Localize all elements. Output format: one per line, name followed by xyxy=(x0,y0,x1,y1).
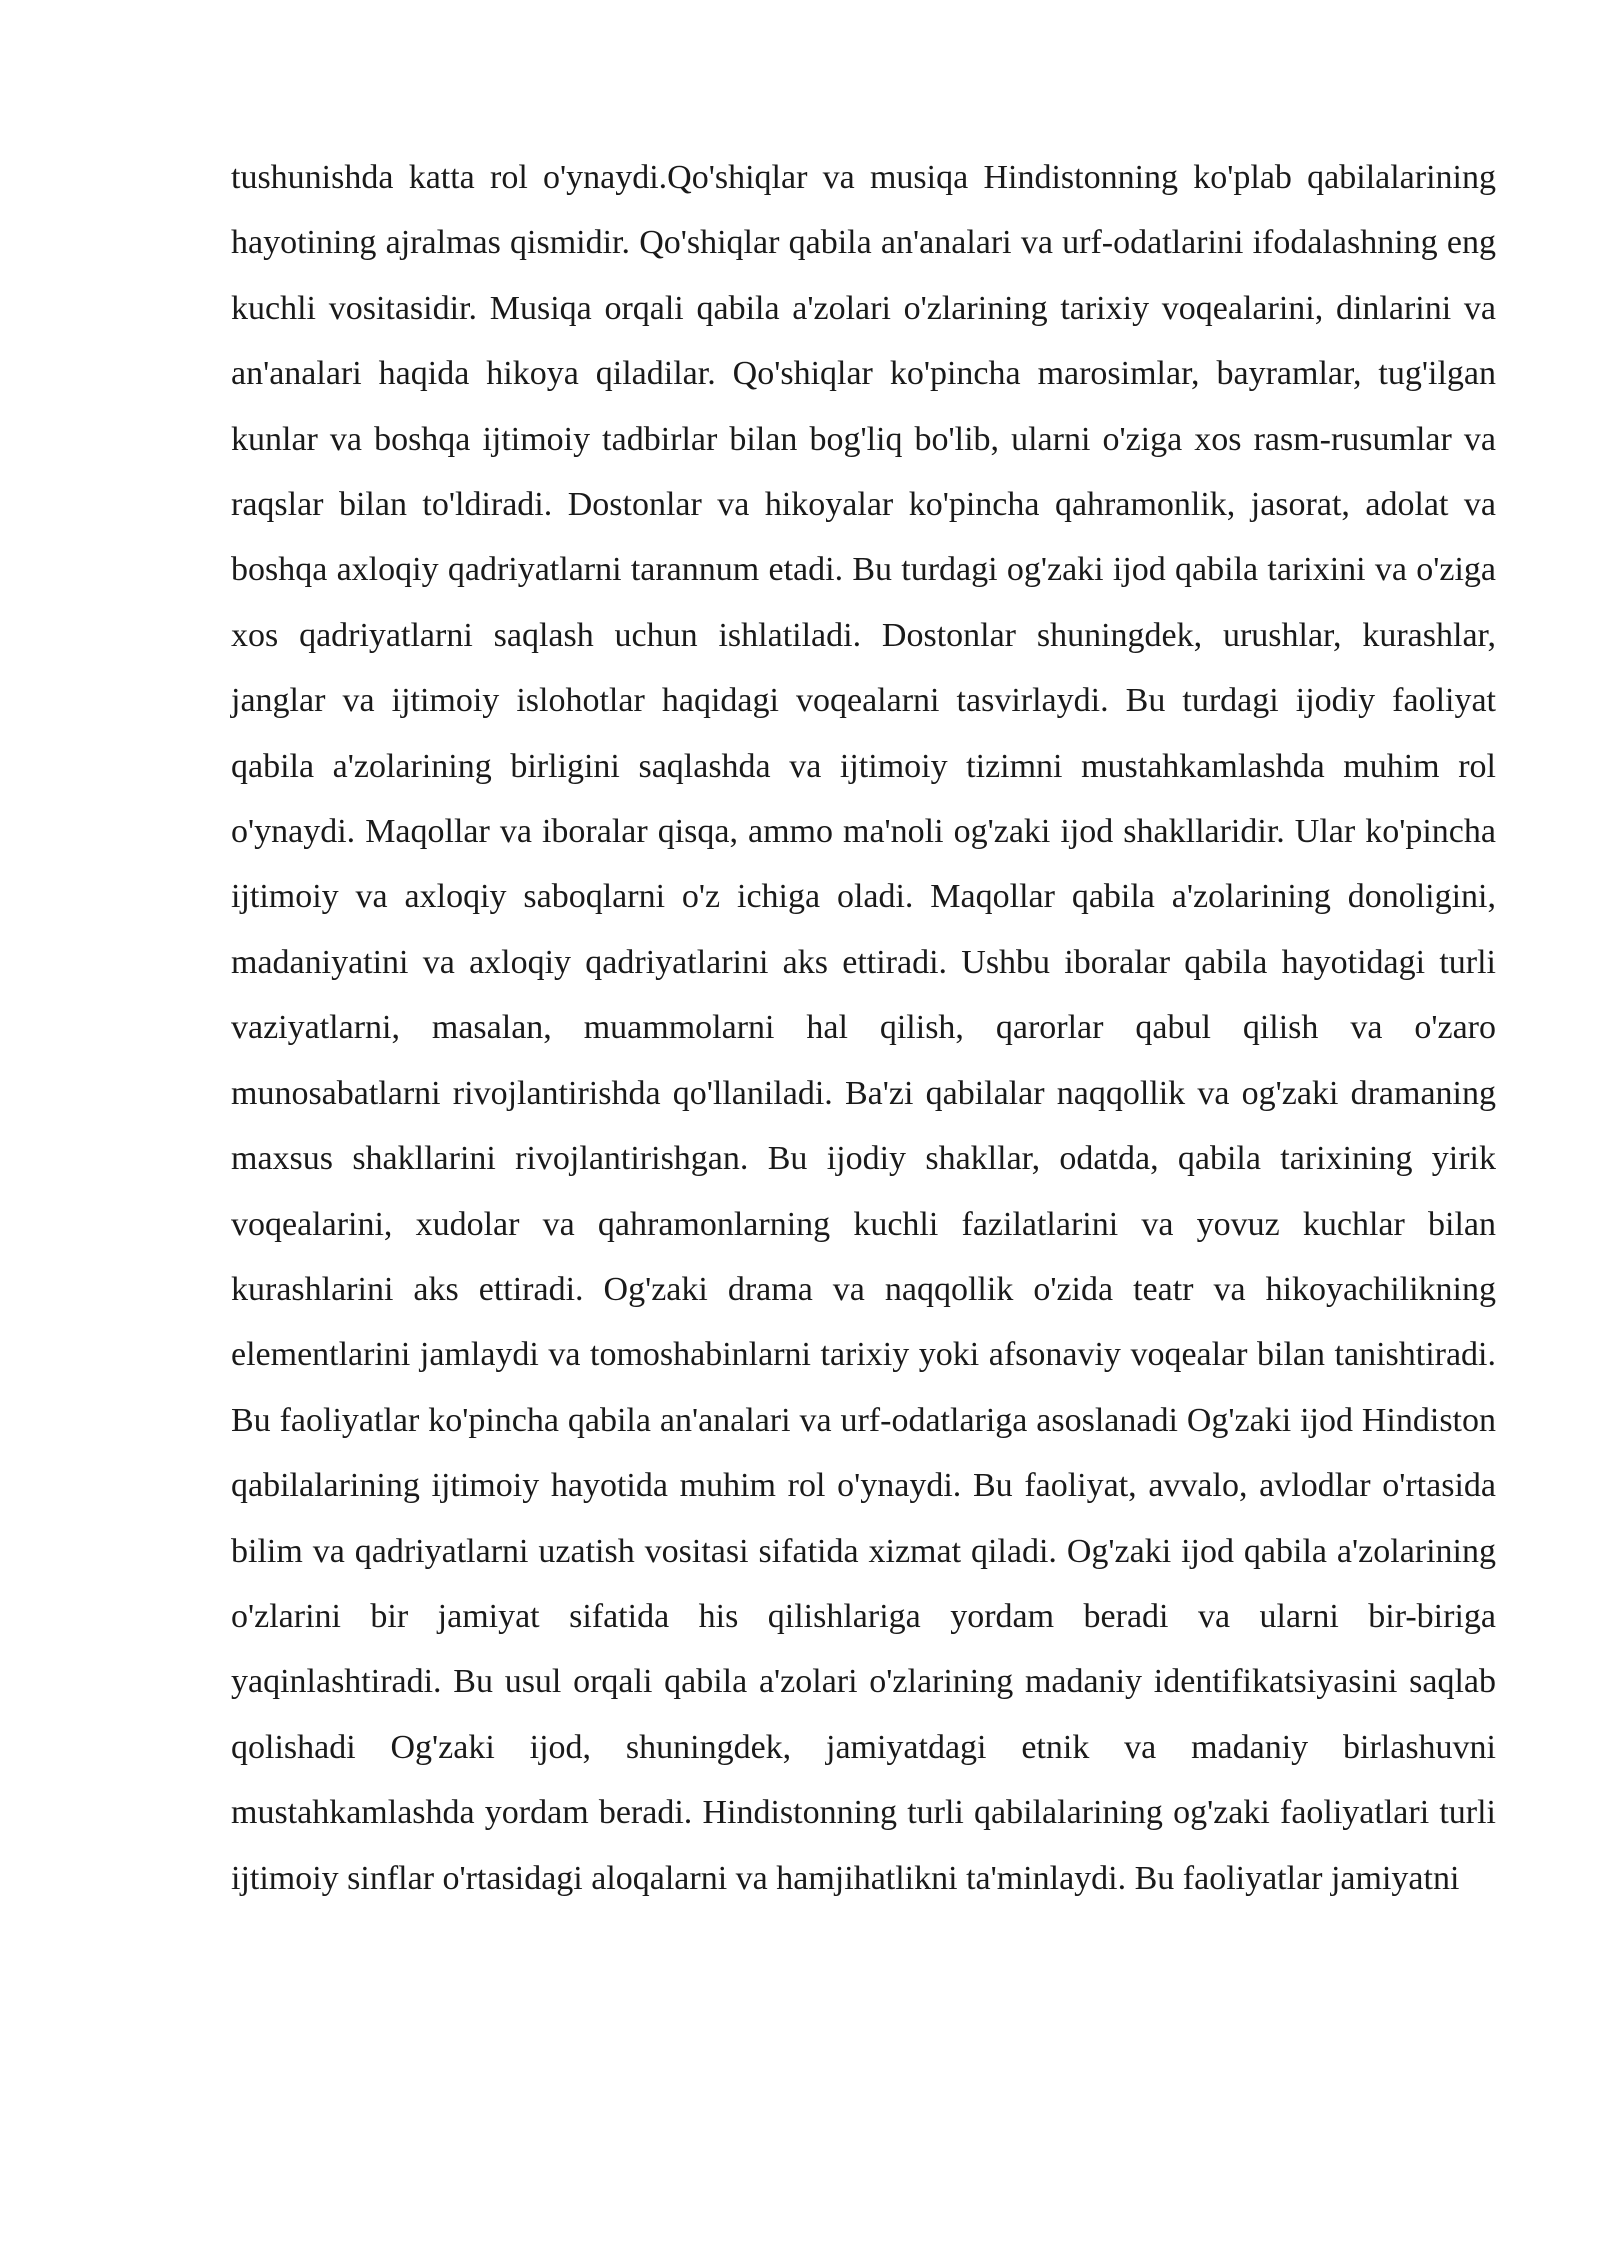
body-text: tushunishda katta rol o'ynaydi.Qo'shiqlar va musiqa Hindistonning ko'plab qabilalarining hayotining ajralmas qismidir. Qo'shiqlar qabila an'analari va urf-odatlarini ifodalashning eng kuchli vositasidir. Musiqa orqali qabila a'zolari o'zlarining tarixiy voqealarini, dinlarini va an'analari haqida hikoya qiladilar. Qo'shiqlar ko'pincha marosimlar, bayramlar, tug'ilgan kunlar va boshqa ijtimoiy tadbirlar bilan bog'liq bo'lib, ularni o'ziga xos rasm-rusumlar va raqslar bilan to'ldiradi. Dostonlar va hikoyalar ko'pincha qahramonlik, jasorat, adolat va boshqa axloqiy qadriyatlarni tarannum etadi. Bu turdagi og'zaki ijod qabila tarixini va o'ziga xos qadriyatlarni saqlash uchun ishlatiladi. Dostonlar shuningdek, urushlar, kurashlar, janglar va ijtimoiy islohotlar haqidagi voqealarni tasvirlaydi. Bu turdagi ijodiy faoliyat qabila a'zolarining birligini saqlashda va ijtimoiy tizimni mustahkamlashda muhim rol o'ynaydi. Maqollar va iboralar qisqa, ammo ma'noli og'zaki ijod shakllaridir. Ular ko'pincha ijtimoiy va axloqiy saboqlarni o'z ichiga oladi. Maqollar qabila a'zolarining donoligini, madaniyatini va axloqiy qadriyatlarini aks ettiradi. Ushbu iboralar qabila hayotidagi turli vaziyatlarni, masalan, muammolarni hal qilish, qarorlar qabul qilish va o'zaro munosabatlarni rivojlantirishda qo'llaniladi. Ba'zi qabilalar naqqollik va og'zaki dramaning maxsus shakllarini rivojlantirishgan. Bu ijodiy shakllar, odatda, qabila tarixining yirik voqealarini, xudolar va qahramonlarning kuchli fazilatlarini va yovuz kuchlar bilan kurashlarini aks ettiradi. Og'zaki drama va naqqollik o'zida teatr va hikoyachilikning elementlarini jamlaydi va tomoshabinlarni tarixiy yoki afsonaviy voqealar bilan tanishtiradi. Bu faoliyatlar ko'pincha qabila an'analari va urf-odatlariga asoslanadi Og'zaki ijod Hindiston qabilalarining ijtimoiy hayotida muhim rol o'ynaydi. Bu faoliyat, avvalo, avlodlar o'rtasida bilim va qadriyatlarni uzatish vositasi sifatida xizmat qiladi. Og'zaki ijod qabila a'zolarining o'zlarini bir jamiyat sifatida his qilishlariga yordam beradi va ularni bir-biriga yaqinlashtiradi. Bu usul orqali qabila a'zolari o'zlarining madaniy identifikatsiyasini saqlab qolishadi Og'zaki ijod, shuningdek, jamiyatdagi etnik va madaniy birlashuvni mustahkamlashda yordam beradi. Hindistonning turli qabilalarining og'zaki faoliyatlari turli ijtimoiy sinflar o'rtasidagi aloqalarni va hamjihatlikni ta'minlaydi. Bu faoliyatlar jamiyatni xyxy=(231,159,1496,1897)
body-paragraph xyxy=(231,145,1496,1911)
